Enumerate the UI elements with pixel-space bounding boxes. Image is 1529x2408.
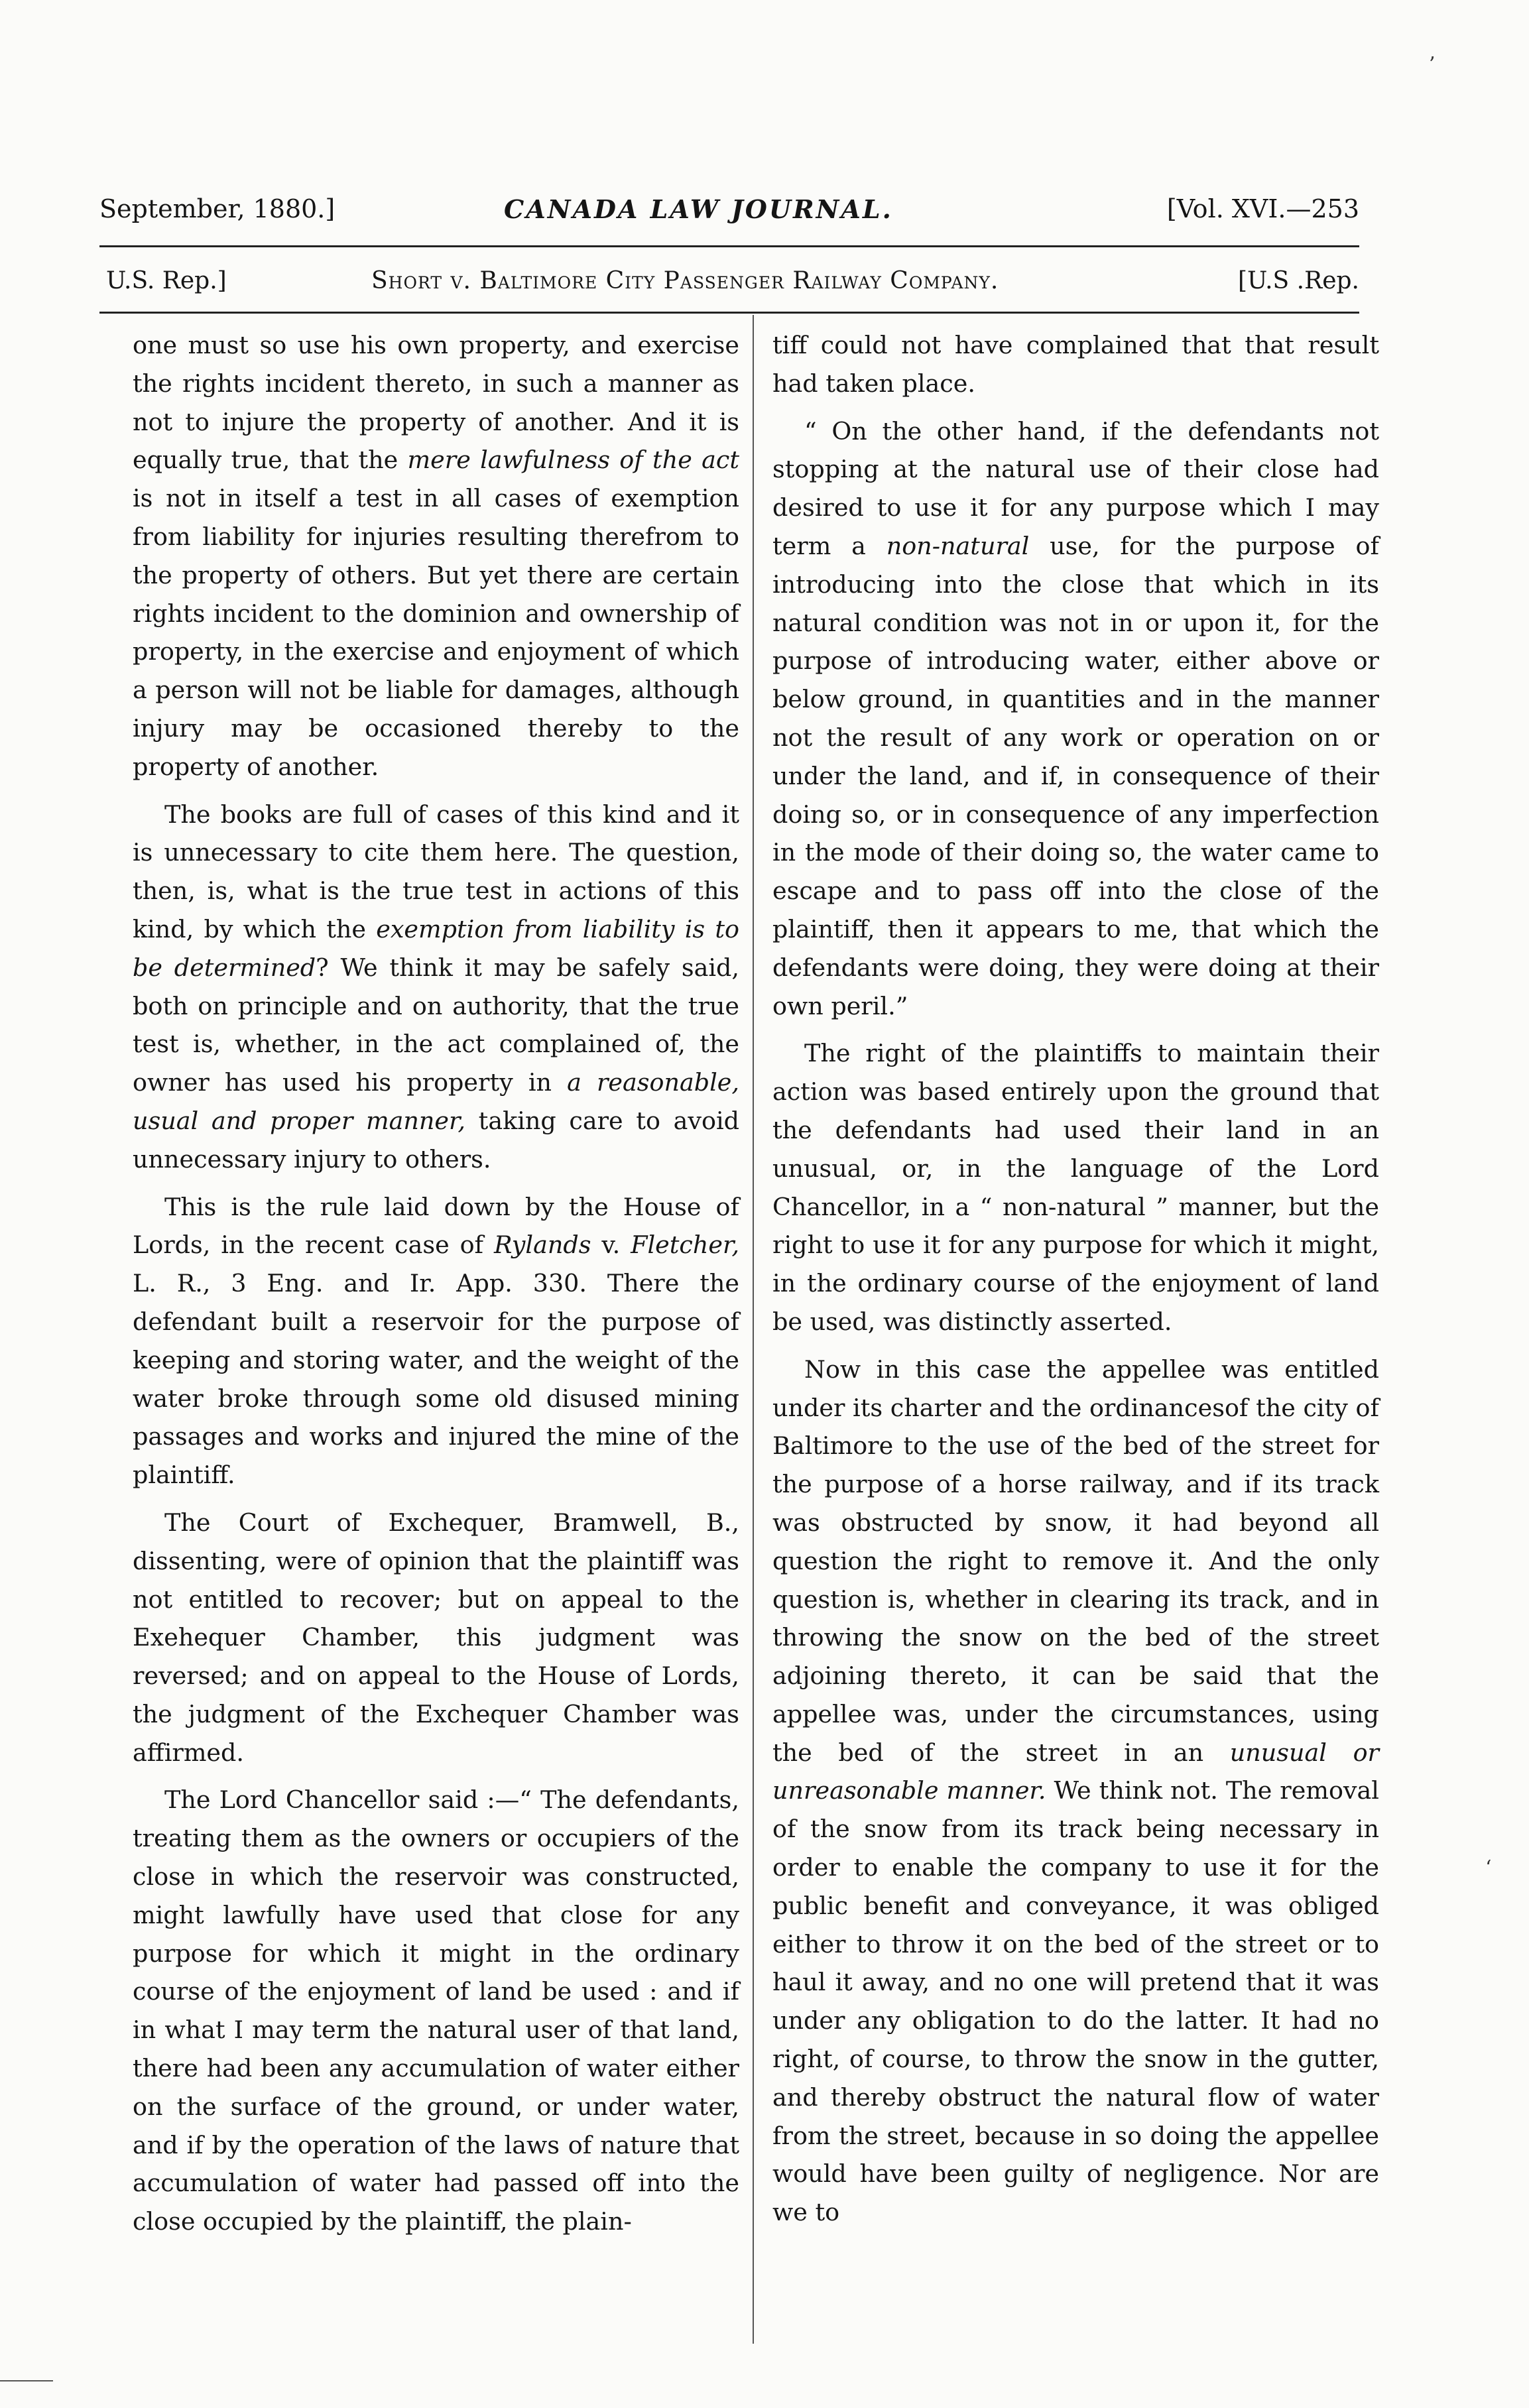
paragraph: [133, 326, 739, 786]
paragraph: [133, 1504, 739, 1772]
paragraph: [133, 1781, 739, 2241]
italic-text: non-natural: [886, 531, 1030, 560]
paragraph: [772, 412, 1379, 1026]
paragraph: [772, 1034, 1379, 1341]
italic-text: exemption from liability is to be determined: [133, 914, 739, 982]
text-run: is not in itself a test in all cases of exemption from liability for injuries resulting therefrom to the property of others. But yet there are certain rights incident to the dominion and ownership of property, in the exercise and enjoyment of which a person will not be liable for damages, although injury may be occasioned thereby to the property of another.: [133, 484, 739, 781]
caption-rule: [99, 312, 1359, 314]
header-volume-page: [Vol. XVI.—253: [1166, 194, 1359, 223]
margin-mark: ’: [1429, 53, 1436, 76]
case-caption: [99, 267, 1359, 300]
header-rule: [99, 245, 1359, 247]
text-run: The books are full of cases of this kind and it is unnecessary to cite them here. The question, then, is, what is the true test in actions of this kind, by which the: [133, 800, 739, 943]
text-run: one must so use his own property, and exercise the rights incident thereto, in such a manner as not to injure the property of another. And it is equally true, that the: [133, 331, 739, 475]
text-run: L. R., 3 Eng. and Ir. App. 330. There the defendant built a reservoir for the purpose of keeping and storing water, and the weight of the water broke through some old disused mining passages and works and injured the mine of the plaintiff.: [133, 1269, 739, 1490]
text-run: The Court of Exchequer, Bramwell, B., dissenting, were of opinion that the plaintiff was not entitled to recover; but on appeal to the Exehequer Chamber, this judgment was reversed; and on appeal to the House of Lords, the judgment of the Exchequer Chamber was affirmed.: [133, 1508, 739, 1767]
right-column: [772, 326, 1379, 2241]
paragraph: [772, 326, 1379, 403]
column-divider: [753, 315, 754, 2344]
text-run: We think not. The removal of the snow from its track being necessary in order to enable the company to use it for the public benefit and conveyance, it was obliged either to throw it on the bed of the street or to haul it away, and no one will pretend that it was under any obligation to do the latter. It had no right, of course, to throw the snow in the gutter, and thereby obstruct the natural flow of water from the street, because in so doing the appellee would have been guilty of negligence. Nor are we to: [772, 1776, 1379, 2227]
header-date: September, 1880.]: [99, 194, 336, 223]
italic-text: Fletcher,: [631, 1231, 739, 1260]
running-header: [99, 194, 1359, 234]
text-run: v.: [591, 1231, 631, 1260]
italic-text: mere lawfulness of the act: [407, 446, 739, 475]
header-journal-title: CANADA LAW JOURNAL.: [504, 194, 893, 224]
text-run: The right of the plaintiffs to maintain their action was based entirely upon the ground that the defendants had used their land in an unusual, or, in the language of the Lord Chancellor, in a “ non-natural ” manner, but the right to use it for any purpose for which it might, in the ordinary course of the enjoyment of land be used, was distinctly asserted.: [772, 1039, 1379, 1336]
text-run: taking care to avoid unnecessary injury to others.: [133, 1106, 739, 1174]
italic-text: a reasonable, usual and proper manner,: [133, 1068, 739, 1135]
italic-text: Rylands: [493, 1231, 591, 1260]
paragraph: [772, 1351, 1379, 2232]
text-run: tiff could not have complained that that result had taken place.: [772, 331, 1379, 398]
footer-rule: [0, 2380, 53, 2381]
margin-mark: ‘: [1485, 1856, 1492, 1880]
text-run: ? We think it may be safely said, both on principle and on authority, that the true test is, whether, in the act complained of, the owner has used his property in: [133, 953, 739, 1097]
caption-case-name: Short v. Baltimore City Passenger Railway Company.: [371, 267, 999, 294]
paragraph: [133, 796, 739, 1179]
text-run: The Lord Chancellor said :—“ The defendants, treating them as the owners or occupiers of the close in which the reservoir was constructed, might lawfully have used that close for any purpose for which it might in the ordinary course of the enjoyment of land be used : and if in what I may term the natural user of that land, there had been any accumulation of water either on the surface of the ground, or under water, and if by the operation of the laws of nature that accumulation of water had passed off into the close occupied by the plaintiff, the plain-: [133, 1785, 739, 2236]
text-run: “ On the other hand, if the defendants not stopping at the natural use of their close had desired to use it for any purpose which I may term a: [772, 416, 1379, 560]
italic-text: unusual or unreasonable manner.: [772, 1738, 1379, 1805]
caption-left: U.S. Rep.]: [106, 267, 227, 294]
left-column: [133, 326, 739, 2250]
paragraph: [133, 1188, 739, 1494]
text-run: This is the rule laid down by the House of Lords, in the recent case of: [133, 1192, 739, 1260]
text-run: use, for the purpose of introducing into the close that which in its natural condition was not in or upon it, for the purpose of introducing water, either above or below ground, in quantities and in the manner not the result of any work or operation on or under the land, and if, in consequence of their doing so, or in consequence of any imperfection in the mode of their doing so, the water came to escape and to pass off into the close of the plaintiff, then it appears to me, that which the defendants were doing, they were doing at their own peril.”: [772, 531, 1380, 1020]
text-run: Now in this case the appellee was entitled under its charter and the ordinancesof the city of Baltimore to the use of the bed of the street for the purpose of a horse railway, and if its track was obstructed by snow, it had beyond all question the right to remove it. And the only question is, whether in clearing its track, and in throwing the snow on the bed of the street adjoining thereto, it can be said that the appellee was, under the circumstances, using the bed of the street in an: [772, 1354, 1379, 1767]
caption-right: [U.S .Rep.: [1238, 267, 1359, 294]
